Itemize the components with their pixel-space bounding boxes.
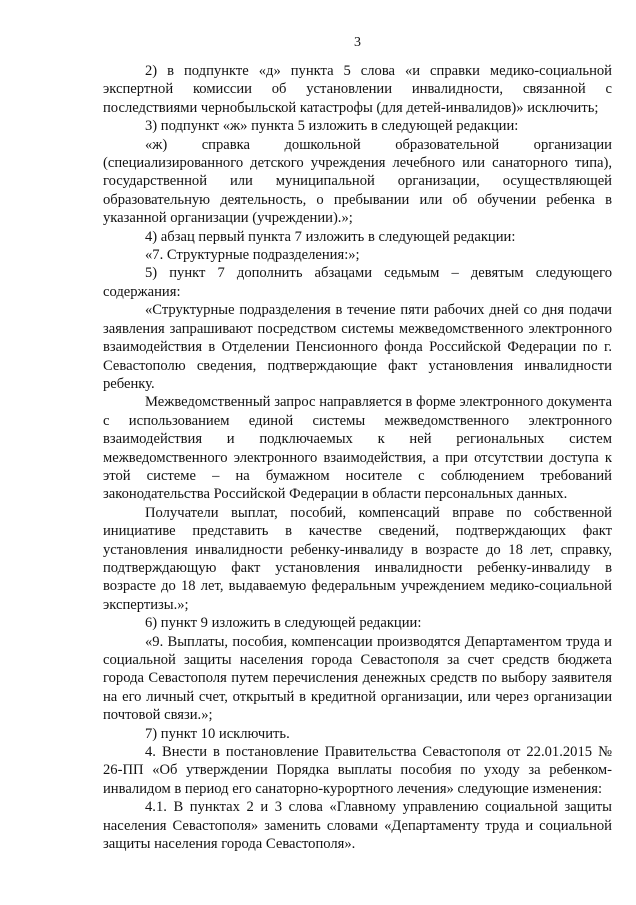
paragraph-2: 3) подпункт «ж» пункта 5 изложить в следующей редакции:	[145, 118, 519, 135]
paragraph-11: «9. Выплаты, пособия, компенсации производятся Департаментом труда и социальной защиты населения города Севастополя за счет средств бюджета города Севастополя путем перечисления денежных средств по выбору заявителя на его личный счет, открытый в кредитной организации, или через организации почтовой связи.»;	[103, 633, 612, 724]
paragraph-8: Межведомственный запрос направляется в форме электронного документа с использованием единой системы межведомственного электронного взаимодействия и подключаемых к ней региональных систем межведомственного электронного взаимодействия, а при отсутствии доступа к этой системе – на бумажном носителе с соблюдением требований законодательства Российской Федерации в области персональных данных.	[103, 394, 612, 503]
paragraph-12: 7) пункт 10 исключить.	[145, 725, 290, 742]
paragraph-10: 6) пункт 9 изложить в следующей редакции:	[145, 615, 422, 632]
paragraph-7: «Структурные подразделения в течение пяти рабочих дней со дня подачи заявления запрашивают посредством системы межведомственного электронного взаимодействия в Отделении Пенсионного фонда Российской Федерации по г. Севастополю сведения, подтверждающие факт установления инвалидности ребенку.	[103, 302, 612, 392]
paragraph-6: 5) пункт 7 дополнить абзацами седьмым – девятым следующего содержания:	[103, 265, 612, 300]
document-body	[103, 62, 612, 853]
paragraph-9: Получатели выплат, пособий, компенсаций вправе по собственной инициативе представить в качестве сведений, подтверждающих факт установления инвалидности ребенку-инвалиду в возрасте до 18 лет, справку, подтверждающую факт установления инвалидности ребенку-инвалиду в возрасте до 18 лет, выдаваемую федеральным учреждением медико-социальной экспертизы.»;	[103, 504, 612, 613]
paragraph-5: «7. Структурные подразделения:»;	[145, 247, 360, 264]
paragraph-3: «ж) справка дошкольной образовательной организации (специализированного детского учреждения лечебного или санаторного типа), государственной или муниципальной организации, осуществляющей образовательную деятельность, о пребывании или об обучении ребенка в указанной организации (учреждении).»;	[103, 136, 612, 227]
page-number: 3	[354, 35, 361, 50]
paragraph-4: 4) абзац первый пункта 7 изложить в следующей редакции:	[145, 228, 516, 245]
paragraph-14: 4.1. В пунктах 2 и 3 слова «Главному управлению социальной защиты населения Севастополя» заменить словами «Департаменту труда и социальной защиты населения города Севастополя».	[103, 799, 612, 853]
paragraph-13: 4. Внести в постановление Правительства Севастополя от 22.01.2015 № 26-ПП «Об утверждении Порядка выплаты пособия по уходу за ребенком-инвалидом в период его санаторно-курортного лечения» следующие изменения:	[103, 744, 612, 797]
paragraph-1: 2) в подпункте «д» пункта 5 слова «и справки медико-социальной экспертной комиссии об установлении инвалидности, связанной с последствиями чернобыльской катастрофы (для детей-инвалидов)» исключить;	[103, 63, 612, 116]
